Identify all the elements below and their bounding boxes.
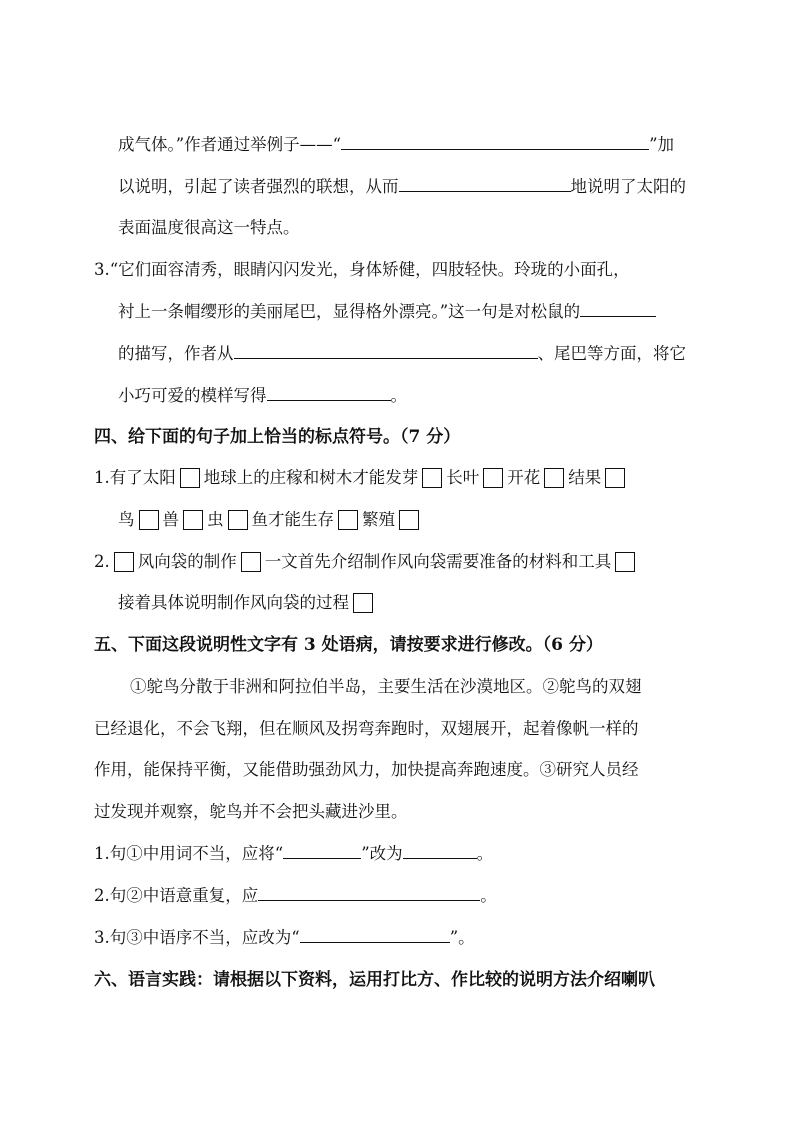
sentence-part: 虫 — [207, 510, 224, 529]
sec5-question-1 — [94, 842, 493, 866]
question-text: ”改为 — [361, 844, 403, 863]
section-6-heading — [94, 968, 655, 992]
sentence-part: 结果 — [568, 468, 602, 487]
q3-line-3 — [118, 342, 686, 366]
q2-line-1 — [118, 133, 674, 157]
punctuation-box[interactable] — [114, 552, 134, 572]
passage-text: 过发现并观察，鸵鸟并不会把头藏进沙里。 — [94, 802, 408, 821]
sentence-part: 鸟 — [118, 510, 135, 529]
punctuation-box[interactable] — [399, 510, 419, 530]
answer-blank[interactable] — [234, 343, 538, 359]
q2-text: ”加 — [649, 135, 675, 154]
sentence-part: 一文首先介绍制作风向袋需要准备的材料和工具 — [264, 552, 612, 571]
sec4-sentence-1b — [118, 508, 423, 532]
answer-blank[interactable] — [300, 927, 450, 943]
q3-line-4 — [118, 384, 407, 408]
q3-text: 。 — [390, 386, 407, 405]
punctuation-box[interactable] — [338, 510, 358, 530]
question-text: ”。 — [449, 928, 475, 947]
question-text: 2.句②中语意重复，应 — [94, 886, 259, 905]
punctuation-box[interactable] — [544, 468, 564, 488]
punctuation-box[interactable] — [353, 593, 373, 613]
punctuation-box[interactable] — [422, 468, 442, 488]
sec4-sentence-1 — [94, 466, 629, 490]
question-text: 。 — [480, 886, 497, 905]
q3-text: 的描写，作者从 — [118, 344, 234, 363]
answer-blank[interactable] — [283, 843, 361, 859]
answer-blank[interactable] — [399, 176, 571, 192]
answer-blank[interactable] — [403, 843, 477, 859]
sec4-sentence-2 — [94, 550, 639, 574]
heading-text: 五、下面这段说明性文字有 3 处语病，请按要求进行修改。（6 分） — [94, 635, 603, 655]
question-text: 。 — [476, 844, 494, 863]
q2-text: 表面温度很高这一特点。 — [118, 218, 300, 237]
punctuation-box[interactable] — [483, 468, 503, 488]
sentence-part: 繁殖 — [362, 510, 395, 529]
sentence-part: 鱼才能生存 — [251, 510, 334, 529]
passage-line-2 — [94, 717, 639, 741]
answer-blank[interactable] — [267, 385, 391, 401]
passage-line-4 — [94, 800, 408, 824]
q2-text: 以说明，引起了读者强烈的联想，从而 — [118, 177, 399, 196]
q3-text: 3.“它们面容清秀，眼睛闪闪发光，身体矫健，四肢轻快。玲珑的小面孔， — [94, 260, 630, 279]
punctuation-box[interactable] — [180, 468, 200, 488]
sec5-question-3 — [94, 926, 475, 950]
passage-text: 已经退化，不会飞翔，但在顺风及拐弯奔跑时，双翅展开，起着像帆一样的 — [94, 719, 639, 738]
q2-line-2 — [118, 175, 686, 199]
sentence-part: 地球上的庄稼和树木才能发芽 — [203, 468, 419, 487]
q3-line-2 — [118, 300, 656, 324]
q3-text: 、尾巴等方面，将它 — [537, 344, 686, 363]
q3-line-1 — [94, 258, 630, 282]
section-5-heading — [94, 633, 603, 657]
sentence-part: 开花 — [507, 468, 541, 487]
punctuation-box[interactable] — [228, 510, 248, 530]
sentence-part: 长叶 — [446, 468, 480, 487]
heading-text: 四、给下面的句子加上恰当的标点符号。（7 分） — [94, 427, 461, 447]
q2-text: 成气体。”作者通过举例子——“ — [118, 135, 342, 154]
sec4-sentence-2b — [118, 591, 377, 615]
question-text: 1.句①中用词不当，应将“ — [94, 844, 284, 863]
sentence-part: 2. — [94, 552, 110, 571]
q3-text: 衬上一条帽缨形的美丽尾巴，显得格外漂亮。”这一句是对松鼠的 — [118, 302, 581, 321]
passage-text: 作用，能保持平衡，又能借助强劲风力，加快提高奔跑速度。③研究人员经 — [94, 760, 639, 779]
passage-line-3 — [94, 758, 639, 782]
q2-line-3 — [118, 216, 300, 240]
answer-blank[interactable] — [258, 885, 480, 901]
sentence-part: 接着具体说明制作风向袋的过程 — [118, 593, 349, 612]
answer-blank[interactable] — [580, 301, 656, 317]
punctuation-box[interactable] — [139, 510, 159, 530]
sentence-part: 风向袋的制作 — [137, 552, 237, 571]
punctuation-box[interactable] — [615, 552, 635, 572]
punctuation-box[interactable] — [605, 468, 625, 488]
sentence-part: 兽 — [162, 510, 179, 529]
heading-text: 六、语言实践：请根据以下资料，运用打比方、作比较的说明方法介绍喇叭 — [94, 970, 655, 990]
sec5-question-2 — [94, 884, 497, 908]
q3-text: 小巧可爱的模样写得 — [118, 386, 267, 405]
answer-blank[interactable] — [341, 134, 649, 150]
punctuation-box[interactable] — [183, 510, 203, 530]
q2-text: 地说明了太阳的 — [570, 177, 686, 196]
sentence-part: 1.有了太阳 — [94, 468, 176, 487]
passage-line-1 — [130, 675, 642, 699]
question-text: 3.句③中语序不当，应改为“ — [94, 928, 300, 947]
passage-text: ①鸵鸟分散于非洲和阿拉伯半岛，主要生活在沙漠地区。②鸵鸟的双翅 — [130, 677, 642, 696]
section-4-heading — [94, 425, 460, 449]
punctuation-box[interactable] — [241, 552, 261, 572]
